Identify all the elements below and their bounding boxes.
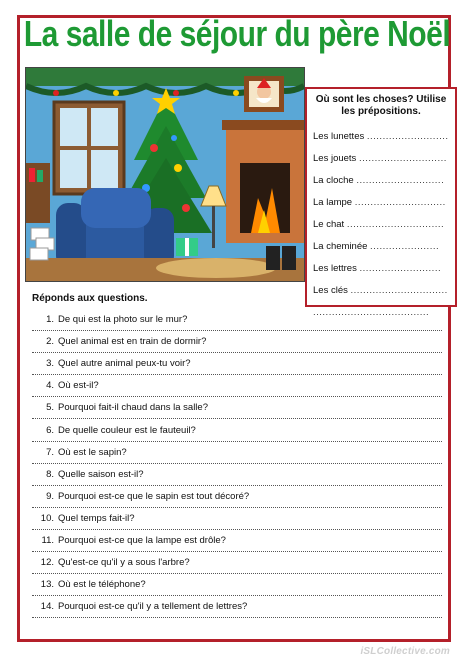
answer-line[interactable]: .....................................	[313, 307, 430, 318]
answer-line[interactable]: ..........................	[366, 131, 449, 142]
question-text: Quel animal est en train de dormir?	[58, 336, 207, 348]
item-label: La cheminée	[313, 241, 368, 252]
question-number: 11.	[41, 534, 54, 546]
question-row[interactable]	[32, 419, 442, 441]
living-room-illustration	[25, 67, 305, 282]
question-row[interactable]	[32, 552, 442, 574]
question-text: Pourquoi est-ce que le sapin est tout décoré?	[58, 490, 250, 502]
question-number: 1.	[46, 314, 54, 326]
question-text: Pourquoi fait-il chaud dans la salle?	[58, 402, 208, 414]
answer-line[interactable]: ............................	[356, 175, 445, 186]
question-number: 6.	[46, 424, 54, 436]
question-row[interactable]	[32, 353, 442, 375]
question-text: Pourquoi est-ce que la lampe est drôle?	[58, 534, 226, 546]
question-number: 7.	[46, 446, 54, 458]
page-title: La salle de séjour du père Noël	[23, 14, 451, 55]
question-text: Qu'est-ce qu'il y a sous l'arbre?	[58, 557, 190, 569]
list-item	[307, 192, 455, 214]
list-item	[307, 236, 455, 258]
question-text: Quelle saison est-il?	[58, 468, 144, 480]
question-row[interactable]	[32, 530, 442, 552]
question-text: Où est-il?	[58, 380, 99, 392]
list-item	[307, 280, 455, 302]
question-row[interactable]	[32, 375, 442, 397]
question-text: Où est le sapin?	[58, 446, 127, 458]
answer-line[interactable]: .............................	[354, 197, 446, 208]
list-item	[307, 148, 455, 170]
item-label: Les jouets	[313, 153, 357, 164]
question-row[interactable]	[32, 486, 442, 508]
question-number: 4.	[46, 380, 54, 392]
question-number: 10.	[40, 512, 54, 524]
item-label: Les lettres	[313, 263, 357, 274]
list-item	[307, 170, 455, 192]
question-text: Où est le téléphone?	[58, 579, 146, 591]
question-number: 12.	[40, 557, 54, 569]
list-item	[307, 214, 455, 236]
item-label: La lampe	[313, 197, 353, 208]
item-label: Les lunettes	[313, 131, 365, 142]
question-row[interactable]	[32, 596, 442, 618]
question-number: 5.	[46, 402, 54, 414]
list-item	[307, 126, 455, 148]
question-row[interactable]	[32, 508, 442, 530]
prepositions-title: Où sont les choses? Utilise les prépositions.	[315, 94, 447, 117]
question-text: Quel autre animal peux-tu voir?	[58, 358, 191, 370]
list-item	[307, 258, 455, 280]
answer-line[interactable]: ...............................	[346, 219, 445, 230]
answer-line[interactable]: ............................	[358, 153, 447, 164]
question-row[interactable]	[32, 331, 442, 353]
item-label: Les clés	[313, 285, 348, 296]
watermark: iSLCollective.com	[360, 646, 450, 657]
question-text: Quel temps fait-il?	[58, 512, 135, 524]
question-row[interactable]	[32, 464, 442, 486]
question-row[interactable]	[32, 397, 442, 419]
item-label: Le chat	[313, 219, 345, 230]
question-number: 14.	[40, 601, 54, 613]
question-number: 13.	[40, 579, 54, 591]
prepositions-box	[305, 87, 457, 318]
question-number: 2.	[46, 336, 54, 348]
question-row[interactable]	[32, 574, 442, 596]
question-text: De quelle couleur est le fauteuil?	[58, 424, 196, 436]
question-row[interactable]	[32, 442, 442, 464]
question-number: 8.	[46, 468, 54, 480]
question-number: 9.	[46, 490, 54, 502]
answer-line[interactable]: ..........................	[359, 263, 442, 274]
answer-line[interactable]: ......................	[370, 241, 440, 252]
question-row[interactable]	[32, 309, 442, 331]
item-label: La cloche	[313, 175, 354, 186]
questions-list	[32, 309, 442, 618]
question-number: 3.	[46, 358, 54, 370]
answer-line[interactable]: ...............................	[350, 285, 448, 296]
question-text: Pourquoi est-ce qu'il y a tellement de lettres?	[58, 601, 248, 613]
question-text: De qui est la photo sur le mur?	[58, 314, 188, 326]
questions-header: Réponds aux questions.	[32, 293, 148, 304]
